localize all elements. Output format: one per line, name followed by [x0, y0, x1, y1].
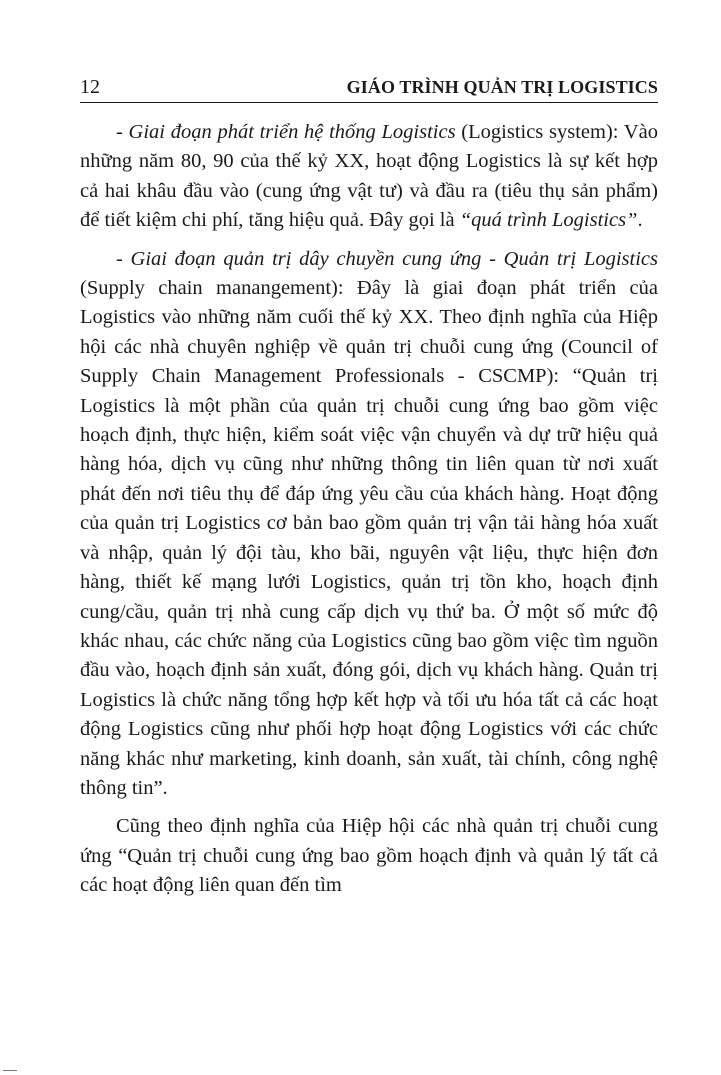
paragraph-1-term: “quá trình Logistics” [459, 209, 638, 232]
paragraph-2-text: (Supply chain manangement): Đây là giai đoạn phát triển của Logistics vào những năm cuối thế kỷ XX. Theo định nghĩa của Hiệp hội các nhà chuyên nghiệp về quản trị chuỗi cung ứng (Council of Supply Chain Management Professionals - CSCMP): “Quản trị Logistics là một phần của quản trị chuỗi cung ứng bao gồm việc hoạch định, thực hiện, kiểm soát việc vận chuyển và dự trữ hiệu quả hàng hóa, dịch vụ cũng như những thông tin liên quan từ nơi xuất phát đến nơi tiêu thụ để đáp ứng yêu cầu của khách hàng. Hoạt động của quản trị Logistics cơ bản bao gồm quản trị vận tải hàng hóa xuất và nhập, quản lý đội tàu, kho bãi, nguyên vật liệu, thực hiện đơn hàng, thiết kế mạng lưới Logistics, quản trị tồn kho, hoạch định cung/cầu, quản trị nhà cung cấp dịch vụ thứ ba. Ở một số mức độ khác nhau, các chức năng của Logistics cũng bao gồm việc tìm nguồn đầu vào, hoạch định sản xuất, đóng gói, dịch vụ khách hàng. Quản trị Logistics là chức năng tổng hợp kết hợp và tối ưu hóa tất cả các hoạt động Logistics cũng như phối hợp hoạt động Logistics với các chức năng khác như marketing, kinh doanh, sản xuất, tài chính, công nghệ thông tin”. [80, 277, 658, 799]
running-header [80, 72, 658, 103]
paragraph-1-heading: - Giai đoạn phát triển hệ thống Logistics [116, 121, 456, 143]
paragraph-cscmp-definition [80, 812, 658, 900]
paragraph-1-end: . [637, 209, 643, 232]
paragraph-2-heading: - Giai đoạn quản trị dây chuyền cung ứng - Quản trị Logistics [116, 247, 658, 270]
paragraph-1-text: (Logistics system): Vào những năm 80, 90 của thế kỷ XX, hoạt động Logistics là sự kết hợp cả hai khâu đầu vào (cung ứng vật tư) và đầu ra (tiêu thụ sản phẩm) để tiết kiệm chi phí, tăng hiệu quả. Đây gọi là [80, 121, 658, 232]
paragraph-supply-chain-management [80, 245, 658, 804]
scan-edge-mark [3, 1070, 17, 1071]
body-text [80, 118, 658, 901]
page-number: 12 [80, 76, 100, 98]
paragraph-3-text: Cũng theo định nghĩa của Hiệp hội các nhà quản trị chuỗi cung ứng “Quản trị chuỗi cung ứng bao gồm hoạch định và quản lý tất cả các hoạt động liên quan đến tìm [80, 815, 658, 897]
book-title: GIÁO TRÌNH QUẢN TRỊ LOGISTICS [346, 77, 658, 97]
paragraph-logistics-system [80, 118, 658, 236]
